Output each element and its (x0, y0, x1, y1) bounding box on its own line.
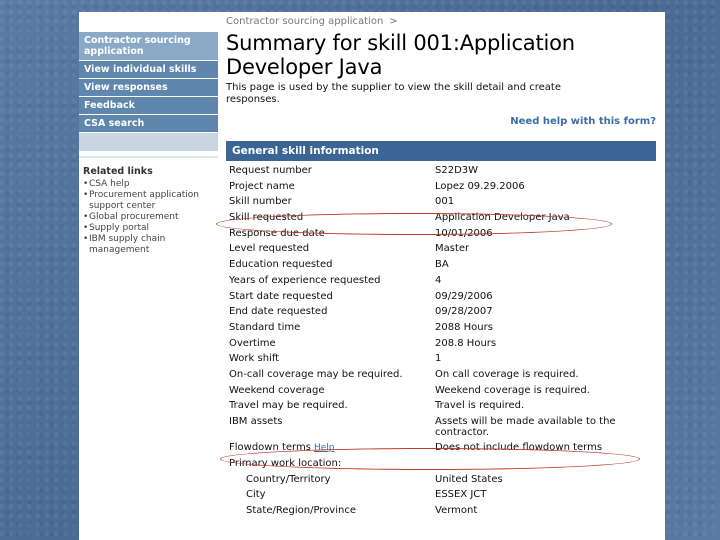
row-label (226, 304, 432, 320)
flowdown-help-link[interactable]: Help (313, 443, 335, 453)
row-label-text: Overtime (229, 337, 276, 349)
row-label (226, 503, 432, 519)
table-row (226, 414, 656, 440)
table-row (226, 163, 656, 179)
row-label (226, 320, 432, 336)
row-label (226, 398, 432, 414)
row-label-text: Travel may be required. (229, 400, 348, 412)
table-row (226, 304, 656, 320)
row-label-text: End date requested (229, 306, 328, 318)
nav-item-view-individual-skills[interactable]: View individual skills (79, 61, 218, 79)
table-row (226, 456, 656, 472)
row-label (226, 241, 432, 257)
table-row (226, 289, 656, 305)
related-link-procurement-support-text[interactable]: Procurement application support center (89, 190, 200, 211)
table-row (226, 226, 656, 242)
related-link-global-procurement-text[interactable]: Global procurement (89, 212, 179, 222)
row-value: ESSEX JCT (435, 489, 487, 501)
related-link-ibm-supply-chain (83, 234, 214, 256)
row-value: 4 (435, 274, 442, 286)
row-label-text: Country/Territory (246, 473, 331, 485)
table-row (226, 503, 656, 519)
row-label-text: Education requested (229, 259, 333, 271)
row-label (226, 367, 432, 383)
browser-page (79, 12, 665, 540)
table-row (226, 383, 656, 399)
main-content (226, 12, 656, 519)
row-label-text: Start date requested (229, 290, 333, 302)
row-label (226, 289, 432, 305)
related-link-supply-portal (83, 223, 214, 234)
row-label-text: Skill requested (229, 212, 304, 224)
row-label (226, 273, 432, 289)
nav-item-csa-search[interactable]: CSA search (79, 115, 218, 133)
page-title: Summary for skill 001:Application Developer Java (226, 31, 575, 79)
row-value: 10/01/2006 (435, 227, 493, 239)
row-label (226, 440, 432, 456)
table-row (226, 210, 656, 226)
row-value: Assets will be made available to the contractor. (435, 416, 616, 438)
form-help-link[interactable]: Need help with this form? (510, 116, 656, 127)
row-label-text: Response due date (229, 227, 325, 239)
nav-item-view-responses[interactable]: View responses (79, 79, 218, 97)
table-row (226, 487, 656, 503)
row-label-text: Years of experience requested (229, 274, 381, 286)
row-label-text: Request number (229, 165, 312, 176)
row-label (226, 351, 432, 367)
table-row (226, 398, 656, 414)
table-row (226, 336, 656, 352)
row-value: Does not include flowdown terms (435, 442, 603, 453)
row-label (226, 414, 432, 440)
row-value: On call coverage is required. (435, 368, 579, 380)
related-link-ibm-supply-chain-text[interactable]: IBM supply chain management (89, 234, 166, 255)
breadcrumb (226, 16, 656, 27)
row-label (226, 210, 432, 226)
table-row (226, 367, 656, 383)
related-link-supply-portal-text[interactable]: Supply portal (89, 223, 149, 233)
page-description: This page is used by the supplier to view the skill detail and create responses. (226, 82, 561, 105)
row-label (226, 472, 432, 488)
related-link-csa-help-text[interactable]: CSA help (89, 179, 130, 189)
breadcrumb-link[interactable]: Contractor sourcing application (226, 16, 384, 27)
table-row (226, 241, 656, 257)
row-label (226, 194, 432, 210)
nav-spacer (79, 12, 218, 32)
row-label-text: City (246, 489, 266, 501)
row-label-text: On-call coverage may be required. (229, 368, 403, 380)
row-value: Travel is required. (435, 400, 525, 412)
row-value: S22D3W (435, 165, 479, 176)
left-navigation (79, 12, 218, 256)
row-label-text: Standard time (229, 321, 301, 333)
row-label-text: Level requested (229, 243, 310, 255)
table-row (226, 179, 656, 195)
breadcrumb-arrow-icon: > (389, 16, 398, 27)
row-label (226, 179, 432, 195)
skill-info-table (226, 163, 656, 519)
table-row (226, 351, 656, 367)
row-label (226, 226, 432, 242)
row-label-text: Primary work location: (229, 458, 342, 469)
row-label (226, 456, 432, 472)
row-label (226, 383, 432, 399)
nav-item-contractor-sourcing[interactable]: Contractor sourcing application (79, 32, 218, 61)
related-link-global-procurement (83, 212, 214, 223)
row-value: BA (435, 259, 449, 271)
row-value (432, 456, 656, 472)
table-row (226, 194, 656, 210)
section-header: General skill information (226, 141, 656, 161)
row-label-text: State/Region/Province (246, 505, 356, 517)
related-link-procurement-support (83, 190, 214, 212)
nav-item-feedback[interactable]: Feedback (79, 97, 218, 115)
row-value: Lopez 09.29.2006 (435, 180, 525, 192)
row-value: Application Developer Java (435, 212, 570, 224)
row-value: 09/29/2006 (435, 290, 493, 302)
related-link-csa-help (83, 179, 214, 190)
row-label (226, 163, 432, 179)
row-label-text: Work shift (229, 353, 280, 365)
table-row (226, 257, 656, 273)
related-links (79, 158, 218, 256)
row-label-text: Project name (229, 180, 295, 192)
row-label (226, 257, 432, 273)
row-value: 1 (435, 353, 442, 365)
related-links-title: Related links (83, 166, 153, 177)
row-value: 09/28/2007 (435, 306, 493, 318)
row-value: 001 (435, 196, 455, 208)
row-label-text: Skill number (229, 196, 292, 208)
row-label-text: Flowdown terms (229, 442, 311, 453)
row-label (226, 336, 432, 352)
row-label (226, 487, 432, 503)
row-value: 2088 Hours (435, 321, 493, 333)
table-row (226, 440, 656, 456)
nav-blank-block (79, 133, 218, 152)
row-value: United States (435, 473, 503, 485)
table-row (226, 472, 656, 488)
row-value: Weekend coverage is required. (435, 384, 590, 396)
table-row (226, 320, 656, 336)
table-row (226, 273, 656, 289)
row-value: Master (435, 243, 470, 255)
row-value: 208.8 Hours (435, 337, 497, 349)
row-label-text: IBM assets (229, 416, 283, 427)
row-label-text: Weekend coverage (229, 384, 325, 396)
row-value: Vermont (435, 505, 478, 517)
